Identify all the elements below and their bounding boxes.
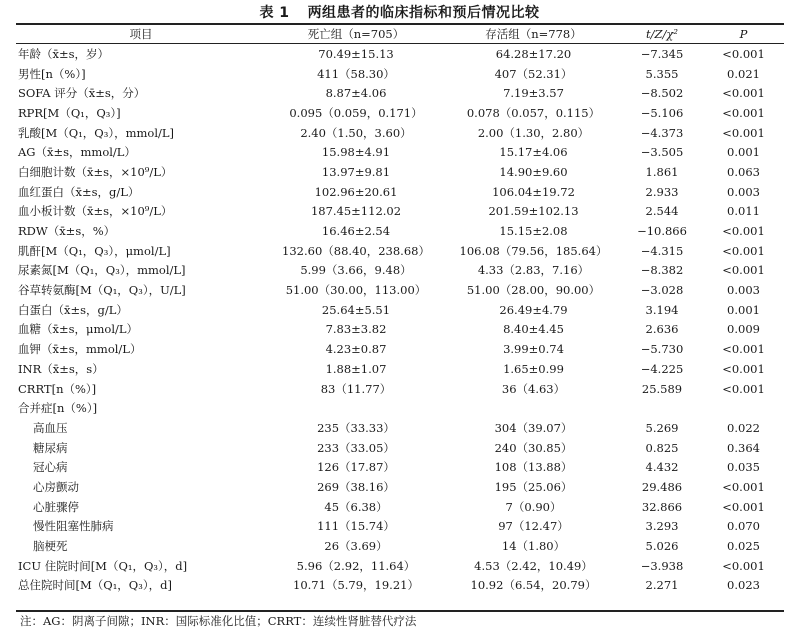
table-row: [16, 576, 784, 596]
row-statistic: 4.432: [645, 460, 679, 475]
table-row: [16, 280, 784, 300]
row-item: 血糖（x̄±s，μmol/L）: [18, 322, 139, 337]
row-statistic: 5.269: [645, 420, 679, 435]
row-item: 谷草转氨酶[M（Q₁，Q₃），U/L]: [18, 283, 186, 298]
row-alive-value: 106.08（79.56，185.64）: [459, 243, 608, 258]
row-statistic: −3.938: [640, 558, 684, 573]
table-row: [16, 339, 784, 359]
row-alive-value: 0.078（0.057，0.115）: [466, 105, 601, 120]
row-statistic: 2.271: [645, 578, 679, 593]
row-dead-value: 5.96（2.92，11.64）: [296, 558, 416, 573]
row-p-value: 0.001: [727, 302, 760, 317]
row-statistic: −3.028: [640, 283, 684, 298]
row-p-value: <0.001: [722, 499, 765, 514]
row-dead-value: 5.99（3.66，9.48）: [300, 263, 412, 278]
table-caption: 两组患者的临床指标和预后情况比较: [307, 5, 540, 21]
table-body: [0, 44, 768, 595]
row-item: RDW（x̄±s，%）: [18, 224, 116, 239]
row-statistic: 3.293: [645, 519, 679, 534]
row-dead-value: 16.46±2.54: [321, 224, 391, 239]
table-label: 表 1: [259, 5, 290, 21]
row-dead-value: 126（17.87）: [317, 460, 395, 475]
row-dead-value: 132.60（88.40，238.68）: [282, 243, 430, 258]
row-alive-value: 201.59±102.13: [488, 204, 579, 219]
row-dead-value: 235（33.33）: [317, 420, 395, 435]
row-item: 慢性阻塞性肺病: [33, 519, 114, 534]
row-item: INR（x̄±s，s）: [18, 361, 104, 376]
row-p-value: <0.001: [722, 381, 765, 396]
row-statistic: −4.315: [640, 243, 684, 258]
row-alive-value: 304（39.07）: [494, 420, 573, 435]
row-statistic: 29.486: [641, 479, 683, 494]
row-alive-value: 15.15±2.08: [499, 224, 568, 239]
row-p-value: 0.009: [727, 322, 760, 337]
row-statistic: −8.382: [640, 263, 684, 278]
row-statistic: 2.544: [645, 204, 679, 219]
row-dead-value: 111（15.74）: [317, 519, 395, 534]
row-p-value: 0.022: [727, 420, 760, 435]
row-alive-value: 64.28±17.20: [495, 46, 572, 61]
row-statistic: 0.825: [645, 440, 679, 455]
row-alive-value: 195（25.06）: [494, 479, 573, 494]
table-row: [16, 418, 784, 438]
table-row: [16, 477, 784, 497]
row-p-value: <0.001: [722, 243, 765, 258]
row-statistic: −4.373: [640, 125, 684, 140]
row-item: 男性[n（%）]: [18, 66, 86, 81]
table-row: [16, 379, 784, 399]
row-alive-value: 106.04±19.72: [492, 184, 575, 199]
row-dead-value: 187.45±112.02: [310, 204, 402, 219]
table-row: [16, 103, 784, 123]
table-row: [16, 398, 784, 418]
row-statistic: −7.345: [640, 46, 684, 61]
row-alive-value: 8.40±4.45: [503, 322, 564, 337]
row-item: 肌酐[M（Q₁，Q₃），μmol/L]: [18, 243, 171, 258]
row-p-value: <0.001: [722, 342, 765, 357]
row-item: RPR[M（Q₁，Q₃）]: [18, 105, 121, 120]
row-p-value: <0.001: [722, 479, 765, 494]
table-row: [16, 44, 784, 64]
row-p-value: <0.001: [722, 86, 765, 101]
row-item: 高血压: [33, 420, 68, 435]
row-alive-value: 240（30.85）: [494, 440, 573, 455]
row-dead-value: 70.49±15.13: [318, 46, 394, 61]
row-alive-value: 97（12.47）: [498, 519, 569, 534]
row-item: 心脏骤停: [33, 499, 79, 514]
table-row: [16, 497, 784, 517]
row-p-value: <0.001: [722, 361, 765, 376]
row-statistic: −10.866: [637, 224, 687, 239]
row-statistic: 1.861: [645, 164, 679, 179]
row-alive-value: 26.49±4.79: [499, 302, 568, 317]
row-dead-value: 233（33.05）: [317, 440, 395, 455]
row-dead-value: 45（6.38）: [324, 499, 388, 514]
row-alive-value: 2.00（1.30，2.80）: [477, 125, 590, 140]
row-statistic: 3.194: [645, 302, 679, 317]
row-item: 血小板计数（x̄±s，×10⁹/L）: [18, 204, 173, 219]
table-title: [0, 2, 799, 22]
row-p-value: <0.001: [722, 263, 765, 278]
table-footnote: 注：AG：阴离子间隙；INR：国际标准化比值；CRRT：连续性肾脏替代疗法: [20, 614, 417, 628]
header-dead-group: 死亡组（n=705）: [307, 26, 405, 41]
row-p-value: 0.011: [727, 204, 760, 219]
row-dead-value: 2.40（1.50，3.60）: [300, 125, 412, 140]
row-dead-value: 0.095（0.059，0.171）: [289, 105, 423, 120]
row-statistic: −5.106: [640, 105, 684, 120]
table-row: [16, 300, 784, 320]
row-alive-value: 3.99±0.74: [503, 342, 564, 357]
row-p-value: 0.025: [727, 539, 760, 554]
row-item: 血钾（x̄±s，mmol/L）: [18, 342, 142, 357]
row-item: 心房颤动: [33, 479, 79, 494]
table-row: [16, 241, 784, 261]
row-item: 血红蛋白（x̄±s，g/L）: [18, 184, 140, 199]
table-row: [16, 320, 784, 340]
row-p-value: <0.001: [722, 105, 765, 120]
bottom-rule: [16, 610, 784, 612]
row-alive-value: 1.65±0.99: [503, 361, 564, 376]
table-header: [16, 24, 784, 43]
row-statistic: 5.355: [645, 66, 679, 81]
row-item: SOFA 评分（x̄±s，分）: [18, 86, 146, 101]
row-statistic: −8.502: [640, 86, 684, 101]
table-row: [16, 261, 784, 281]
row-p-value: 0.035: [727, 460, 760, 475]
row-p-value: 0.021: [727, 66, 760, 81]
row-dead-value: 7.83±3.82: [325, 322, 387, 337]
row-alive-value: 36（4.63）: [501, 381, 566, 396]
row-alive-value: 4.53（2.42，10.49）: [474, 558, 593, 573]
row-dead-value: 4.23±0.87: [325, 342, 387, 357]
row-item: 年龄（x̄±s，岁）: [18, 46, 110, 61]
row-item: 尿素氮[M（Q₁，Q₃），mmol/L]: [18, 263, 186, 278]
header-statistic: t/Z/χ²: [646, 26, 678, 41]
row-item: 合并症[n（%）]: [18, 401, 98, 416]
row-p-value: <0.001: [722, 46, 765, 61]
table-row: [16, 202, 784, 222]
row-alive-value: 15.17±4.06: [499, 145, 568, 160]
row-statistic: 2.636: [645, 322, 679, 337]
row-statistic: 2.933: [645, 184, 679, 199]
header-p-value: P: [739, 26, 748, 41]
row-dead-value: 8.87±4.06: [325, 86, 387, 101]
row-alive-value: 108（13.88）: [494, 460, 573, 475]
table-row: [16, 221, 784, 241]
row-item: 糖尿病: [33, 440, 68, 455]
row-alive-value: 14（1.80）: [501, 539, 566, 554]
row-alive-value: 14.90±9.60: [499, 164, 568, 179]
header-alive-group: 存活组（n=778）: [485, 26, 582, 41]
row-dead-value: 83（11.77）: [320, 381, 392, 396]
row-p-value: 0.063: [727, 164, 760, 179]
row-dead-value: 13.97±9.81: [321, 164, 391, 179]
table-row: [16, 359, 784, 379]
row-statistic: 32.866: [641, 499, 683, 514]
row-item: 脑梗死: [33, 539, 68, 554]
row-item: 冠心病: [33, 460, 68, 475]
row-p-value: <0.001: [722, 224, 765, 239]
row-p-value: 0.003: [727, 184, 760, 199]
table-row: [16, 457, 784, 477]
row-statistic: −3.505: [640, 145, 684, 160]
row-dead-value: 269（38.16）: [317, 479, 395, 494]
row-dead-value: 26（3.69）: [324, 539, 388, 554]
row-alive-value: 51.00（28.00，90.00）: [466, 283, 601, 298]
table-row: [16, 83, 784, 103]
row-p-value: 0.023: [727, 578, 760, 593]
row-p-value: 0.003: [727, 283, 760, 298]
row-dead-value: 51.00（30.00，113.00）: [285, 283, 427, 298]
row-item: CRRT[n（%）]: [18, 381, 97, 396]
row-dead-value: 411（58.30）: [317, 66, 395, 81]
row-statistic: 25.589: [641, 381, 683, 396]
row-item: AG（x̄±s，mmol/L）: [18, 145, 136, 160]
row-p-value: 0.070: [727, 519, 760, 534]
row-item: 白细胞计数（x̄±s，×10⁹/L）: [18, 164, 173, 179]
row-dead-value: 1.88±1.07: [325, 361, 387, 376]
table-row: [16, 142, 784, 162]
table-row: [16, 438, 784, 458]
row-dead-value: 15.98±4.91: [321, 145, 391, 160]
table-row: [16, 517, 784, 537]
header-item: 项目: [129, 26, 153, 41]
table-row: [16, 162, 784, 182]
row-item: 乳酸[M（Q₁，Q₃），mmol/L]: [18, 125, 174, 140]
table-row: [16, 536, 784, 556]
row-alive-value: 7（0.90）: [505, 499, 562, 514]
table-row: [16, 64, 784, 84]
row-statistic: −4.225: [640, 361, 684, 376]
row-item: ICU 住院时间[M（Q₁，Q₃），d]: [18, 558, 188, 573]
row-dead-value: 102.96±20.61: [314, 184, 398, 199]
table-row: [16, 556, 784, 576]
row-dead-value: 25.64±5.51: [321, 302, 391, 317]
row-p-value: <0.001: [722, 125, 765, 140]
row-alive-value: 407（52.31）: [494, 66, 573, 81]
row-item: 总住院时间[M（Q₁，Q₃），d]: [18, 578, 172, 593]
row-alive-value: 7.19±3.57: [503, 86, 564, 101]
row-item: 白蛋白（x̄±s，g/L）: [18, 302, 128, 317]
row-statistic: −5.730: [640, 342, 684, 357]
row-alive-value: 4.33（2.83，7.16）: [477, 263, 590, 278]
row-dead-value: 10.71（5.79，19.21）: [293, 578, 419, 593]
table-row: [16, 123, 784, 143]
row-alive-value: 10.92（6.54，20.79）: [470, 578, 597, 593]
row-p-value: 0.001: [727, 145, 760, 160]
table-row: [16, 182, 784, 202]
row-p-value: <0.001: [722, 558, 765, 573]
row-p-value: 0.364: [727, 440, 760, 455]
row-statistic: 5.026: [645, 539, 679, 554]
